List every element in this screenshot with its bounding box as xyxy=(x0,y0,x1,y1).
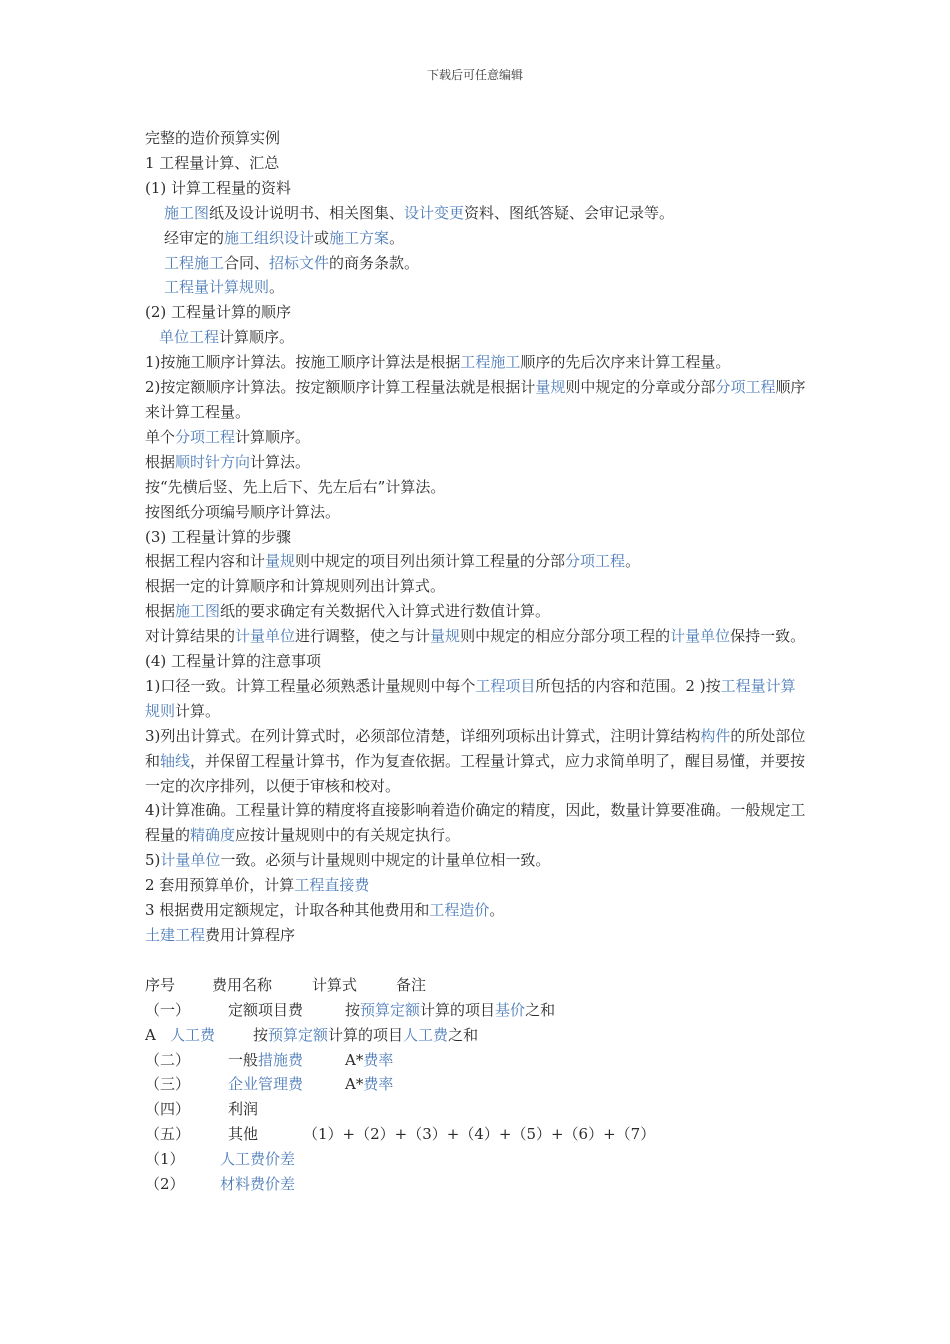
hyperlink-term[interactable]: 措施费 xyxy=(258,1050,304,1069)
hyperlink-term[interactable]: 施工组织设计 xyxy=(224,228,315,247)
text-run: 。 xyxy=(625,552,641,571)
fee-table-row xyxy=(145,1048,810,1073)
paragraph-line xyxy=(145,599,810,624)
paragraph-line xyxy=(145,649,810,674)
fee-table-row xyxy=(145,1147,810,1172)
text-run: （1） xyxy=(145,1150,185,1169)
paragraph-line xyxy=(145,549,810,574)
hyperlink-term[interactable]: 人工费 xyxy=(170,1025,216,1044)
hyperlink-term[interactable]: 计量单位 xyxy=(670,627,731,646)
hyperlink-term[interactable]: 工程量计算规则 xyxy=(145,676,796,720)
hyperlink-term[interactable]: 工程项目 xyxy=(475,676,536,695)
text-run: 所包括的内容和范围。2 )按 xyxy=(535,676,721,695)
text-run: 3 根据费用定额规定，计取各种其他费用和 xyxy=(145,901,430,920)
table-cell xyxy=(145,1072,228,1097)
table-cell xyxy=(145,1122,228,1147)
text-run: 按 xyxy=(253,1025,269,1044)
table-cell xyxy=(220,1147,295,1172)
text-run: 根据 xyxy=(145,602,176,621)
table-cell xyxy=(145,1097,228,1122)
text-run: 的商务条款。 xyxy=(329,253,420,272)
hyperlink-term[interactable]: 轴线 xyxy=(160,751,191,770)
text-run: 根据工程内容和计 xyxy=(145,552,266,571)
text-run: 费用计算程序 xyxy=(205,926,296,944)
text-run: 按图纸分项编号顺序计算法。 xyxy=(145,502,341,521)
fee-table-row xyxy=(145,1072,810,1097)
text-run: 进行调整，使之与计 xyxy=(295,627,431,646)
paragraph-line xyxy=(145,898,810,923)
text-run: 则中规定的分章或分部 xyxy=(565,378,716,397)
paragraph-line xyxy=(145,201,810,226)
paragraph-line xyxy=(145,500,810,525)
text-run: 则中规定的相应分部分项工程的 xyxy=(460,627,671,646)
text-run: （2） xyxy=(145,1175,185,1194)
hyperlink-term[interactable]: 量规 xyxy=(430,627,461,646)
paragraph-line xyxy=(145,375,810,425)
text-run: 1)口径一致。计算工程量必须熟悉计量规则中每个 xyxy=(145,676,476,695)
hyperlink-term[interactable]: 土建工程 xyxy=(145,926,206,944)
text-run: 之和 xyxy=(525,1000,556,1019)
text-run: 2 套用预算单价，计算 xyxy=(145,876,295,895)
paragraph-line xyxy=(145,574,810,599)
table-cell xyxy=(170,1023,253,1048)
hyperlink-term[interactable]: 精确度 xyxy=(190,826,236,845)
text-run: 2)按定额顺序计算法。按定额顺序计算工程量法就是根据计 xyxy=(145,378,536,397)
hyperlink-term[interactable]: 分项工程 xyxy=(565,552,626,571)
hyperlink-term[interactable]: 量规 xyxy=(265,552,296,571)
hyperlink-term[interactable]: 材料费价差 xyxy=(220,1175,296,1194)
text-run: 单个 xyxy=(145,427,176,446)
fee-table-row xyxy=(145,998,810,1023)
text-run: 完整的造价预算实例 xyxy=(145,129,281,147)
text-run: 则中规定的项目列出须计算工程量的分部 xyxy=(295,552,566,571)
hyperlink-term[interactable]: 量规 xyxy=(535,378,566,397)
table-cell xyxy=(303,1122,655,1147)
text-run: 计算的项目 xyxy=(420,1000,496,1019)
hyperlink-term[interactable]: 费率 xyxy=(363,1075,394,1094)
fee-table-row xyxy=(145,1122,810,1147)
text-run: 之和 xyxy=(448,1025,479,1044)
text-run: 根据一定的计算顺序和计算规则列出计算式。 xyxy=(145,577,446,596)
paragraph-line xyxy=(145,724,810,799)
hyperlink-term[interactable]: 工程施工 xyxy=(164,253,225,272)
hyperlink-term[interactable]: 施工图 xyxy=(175,602,221,621)
document-lines xyxy=(145,126,810,948)
text-run: 顺序的先后次序来计算工程量。 xyxy=(520,353,731,372)
text-run: 计算顺序。 xyxy=(219,328,295,347)
hyperlink-term[interactable]: 分项工程 xyxy=(715,378,776,397)
text-run: 利润 xyxy=(228,1100,259,1119)
table-cell xyxy=(253,1023,478,1048)
page-header: 下载后可任意编辑 xyxy=(426,68,523,82)
hyperlink-term[interactable]: 顺时针方向 xyxy=(175,452,251,471)
text-run: 计算法。 xyxy=(250,452,311,471)
fee-table-row xyxy=(145,1023,810,1048)
text-run: 计算顺序。 xyxy=(235,427,311,446)
table-cell xyxy=(228,1072,345,1097)
text-run: 的所处部位和 xyxy=(145,726,806,770)
paragraph-line xyxy=(145,425,810,450)
paragraph-line xyxy=(145,450,810,475)
text-run: 纸及设计说明书、相关图集、 xyxy=(209,203,405,222)
text-run: 经审定的 xyxy=(164,228,225,247)
hyperlink-term[interactable]: 设计变更 xyxy=(404,203,465,222)
fee-table-rows xyxy=(145,998,810,1197)
table-cell xyxy=(145,1147,220,1172)
text-run: 应按计量规则中的有关规定执行。 xyxy=(235,826,461,845)
text-run: 。 xyxy=(269,278,285,297)
paragraph-line xyxy=(145,151,810,176)
paragraph-line xyxy=(145,873,810,898)
table-cell xyxy=(145,998,228,1023)
paragraph-line xyxy=(145,624,810,649)
text-run: 对计算结果的 xyxy=(145,627,236,646)
hyperlink-term[interactable]: 人工费 xyxy=(403,1025,449,1044)
text-run: 纸的要求确定有关数据代入计算式进行数值计算。 xyxy=(220,602,551,621)
text-run: 1 工程量计算、汇总 xyxy=(145,153,280,172)
hyperlink-term[interactable]: 计量单位 xyxy=(235,627,296,646)
hyperlink-term[interactable]: 单位工程 xyxy=(159,328,220,347)
text-run: ，并保留工程量计算书，作为复查依据。工程量计算式，应力求简单明了，醒目易懂，并要按一定的次序排列，以便于审核和校对。 xyxy=(145,751,806,795)
table-cell xyxy=(345,998,555,1023)
text-run: （四） xyxy=(145,1100,191,1119)
hyperlink-term[interactable]: 施工图 xyxy=(164,203,210,222)
hyperlink-term[interactable]: 工程施工 xyxy=(460,353,521,372)
text-run: 定额项目费 xyxy=(228,1000,304,1019)
table-cell xyxy=(228,1122,303,1147)
text-run: 。 xyxy=(389,228,405,247)
hyperlink-term[interactable]: 基价 xyxy=(495,1000,526,1019)
paragraph-line xyxy=(145,674,810,724)
paragraph-line xyxy=(145,325,810,350)
text-run: （一） xyxy=(145,1000,191,1019)
text-run: （1）+（2）+（3）+（4）+（5）+（6）+（7） xyxy=(303,1125,656,1144)
hyperlink-term[interactable]: 人工费价差 xyxy=(220,1150,296,1169)
hyperlink-term[interactable]: 费率 xyxy=(363,1050,394,1069)
paragraph-line xyxy=(145,226,810,251)
col-header-formula: 计算式 xyxy=(312,975,358,994)
text-run: 。 xyxy=(489,901,505,920)
text-run: （二） xyxy=(145,1050,191,1069)
fee-table-row xyxy=(145,1097,810,1122)
document-body xyxy=(145,126,810,1197)
table-cell xyxy=(145,1023,170,1048)
hyperlink-term[interactable]: 构件 xyxy=(700,726,731,745)
text-run: （三） xyxy=(145,1075,191,1094)
text-run: 其他 xyxy=(228,1125,259,1144)
text-run: A* xyxy=(345,1050,364,1069)
blank-line xyxy=(145,948,810,973)
text-run: 计算的项目 xyxy=(328,1025,404,1044)
paragraph-line xyxy=(145,475,810,500)
fee-table-header xyxy=(145,973,810,998)
paragraph-line xyxy=(145,350,810,375)
text-run: 1)按施工顺序计算法。按施工顺序计算法是根据 xyxy=(145,353,461,372)
text-run: (1) 计算工程量的资料 xyxy=(145,178,292,197)
hyperlink-term[interactable]: 预算定额 xyxy=(360,1000,421,1019)
table-cell xyxy=(345,1048,393,1073)
table-cell xyxy=(220,1172,295,1197)
text-run: 一致。必须与计量规则中规定的计量单位相一致。 xyxy=(220,851,551,870)
paragraph-line xyxy=(145,275,810,300)
table-cell xyxy=(228,1048,345,1073)
text-run: (3) 工程量计算的步骤 xyxy=(145,527,292,546)
text-run: 顺序来计算工程量。 xyxy=(145,378,806,421)
col-header-remark: 备注 xyxy=(396,975,427,994)
table-cell xyxy=(228,998,345,1023)
paragraph-line xyxy=(145,798,810,848)
text-run: 3)列出计算式。在列计算式时，必须部位清楚，详细列项标出计算式，注明计算结构 xyxy=(145,726,701,745)
hyperlink-term[interactable]: 招标文件 xyxy=(269,253,330,272)
hyperlink-term[interactable]: 工程造价 xyxy=(429,901,490,920)
fee-table xyxy=(145,973,810,1197)
table-cell xyxy=(145,1048,228,1073)
text-run: 4)计算准确。工程量计算的精度将直接影响着造价确定的精度，因此，数量计算要准确。一般规定工程量的 xyxy=(145,801,806,845)
text-run: 保持一致。 xyxy=(730,627,806,646)
hyperlink-term[interactable]: 分项工程 xyxy=(175,427,236,446)
text-run: (4) 工程量计算的注意事项 xyxy=(145,652,322,671)
paragraph-line xyxy=(145,848,810,873)
text-run: 计算。 xyxy=(175,701,221,720)
text-run: 资料、图纸答疑、会审记录等。 xyxy=(464,203,675,222)
paragraph-line xyxy=(145,300,810,325)
text-run: A xyxy=(145,1025,156,1044)
text-run: A* xyxy=(345,1075,364,1094)
hyperlink-term[interactable]: 工程直接费 xyxy=(294,876,370,895)
paragraph-line xyxy=(145,923,810,948)
table-cell xyxy=(228,1097,258,1122)
text-run: 一般 xyxy=(228,1050,259,1069)
table-cell xyxy=(145,1172,220,1197)
text-run: 按“先横后竖、先上后下、先左后右”计算法。 xyxy=(145,477,446,496)
hyperlink-term[interactable]: 计量单位 xyxy=(160,851,221,870)
hyperlink-term[interactable]: 企业管理费 xyxy=(228,1075,304,1094)
hyperlink-term[interactable]: 预算定额 xyxy=(268,1025,329,1044)
hyperlink-term[interactable]: 工程量计算规则 xyxy=(164,278,270,297)
text-run: （五） xyxy=(145,1125,191,1144)
table-cell xyxy=(345,1072,393,1097)
text-run: 合同、 xyxy=(224,253,270,272)
paragraph-line xyxy=(145,126,810,151)
text-run: 5) xyxy=(145,851,161,870)
col-header-seq: 序号 xyxy=(145,975,176,994)
paragraph-line xyxy=(145,176,810,201)
paragraph-line xyxy=(145,251,810,276)
fee-table-row xyxy=(145,1172,810,1197)
hyperlink-term[interactable]: 施工方案 xyxy=(329,228,390,247)
paragraph-line xyxy=(145,525,810,550)
text-run: 或 xyxy=(314,228,330,247)
col-header-fee-name: 费用名称 xyxy=(212,975,273,994)
text-run: 根据 xyxy=(145,452,176,471)
text-run: 按 xyxy=(345,1000,361,1019)
text-run: (2) 工程量计算的顺序 xyxy=(145,303,292,322)
